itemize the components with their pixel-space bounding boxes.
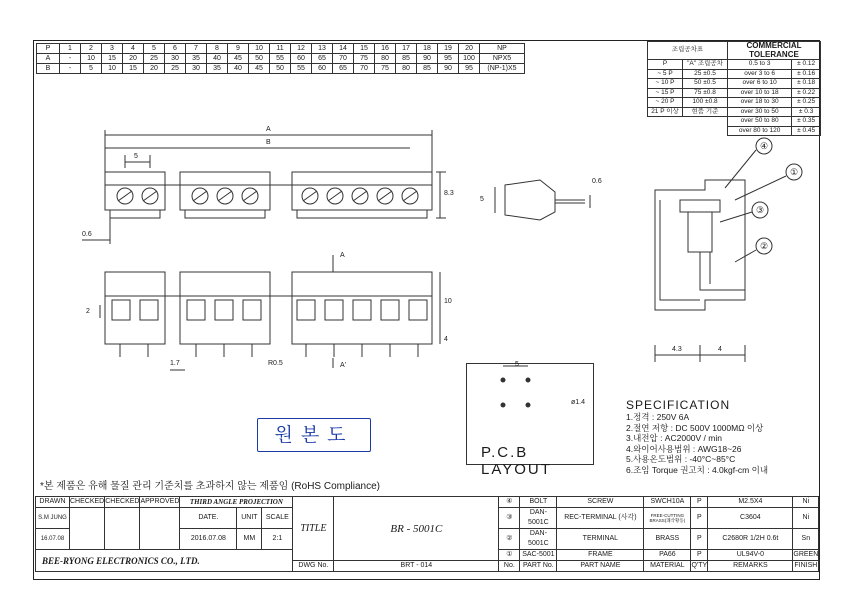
- table-row: ~ 10 P 50 ±0.5 over 6 to 10 ± 0.18: [648, 79, 821, 89]
- callout-3: ③: [756, 205, 765, 215]
- table-row: BEE-RYONG ELECTRONICS CO., LTD. ① SAC-5001 FRAME PA66 P UL94V-0 GREEN: [36, 550, 819, 561]
- table-row: DWG No. BRT - 014 No. PART No. PART NAME MATERIAL Q'TY REMARKS FINISH: [36, 561, 819, 572]
- pcb-dim-five: 5: [515, 361, 519, 368]
- title-block: [35, 496, 819, 572]
- specification: [626, 398, 768, 475]
- spec-line: 1.정격 : 250V 6A: [626, 412, 690, 422]
- dim-ten: 10: [444, 298, 452, 305]
- front-view-top: [82, 130, 446, 244]
- table-row: over 80 to 120 ± 0.45: [648, 126, 821, 136]
- dim-r05: R0.5: [268, 360, 283, 367]
- table-row: DRAWN CHECKED CHECKED APPROVED THIRD ANGLE PROJECTION TITLE BR - 5001C ④ BOLT SCREW SWCH10A P M2.5X4 Ni: [36, 497, 819, 508]
- callout-2: ②: [760, 241, 769, 251]
- table-row: P 1 2 3 4 5 6 7 8 9 10 11 12 13 14 15 16 17 18 19 20 NP: [37, 44, 525, 54]
- table-row: 21 P 이상 현품 기준 over 30 to 50 ± 0.3: [648, 107, 821, 117]
- dim-four-three: 4.3: [672, 346, 682, 353]
- dim-eight-three: 8.3: [444, 190, 454, 197]
- table-row: over 50 to 80 ± 0.35: [648, 117, 821, 127]
- table-row: ~ 20 P 100 ±0.8 over 18 to 30 ± 0.25: [648, 98, 821, 108]
- dim-five: 5: [134, 153, 138, 160]
- dim-zero-six: 0.6: [82, 231, 92, 238]
- spec-line: 4.와이어사용범위 : AWG18~26: [626, 443, 742, 454]
- spec-line: 2.절연 저항 : DC 500V 1000MΩ 이상: [626, 422, 764, 433]
- table-row: S.M JUNG DATE. UNIT SCALE ③ DAN-5001C REC-TERMINAL (사각) FREE-CUTTING BRASS(쾌삭황동) P C3604 Ni: [36, 508, 819, 529]
- table-row: ~ 15 P 75 ±0.8 over 10 to 18 ± 0.22: [648, 88, 821, 98]
- table-row: P "A" 조립공차 0.5 to 3 ± 0.12: [648, 60, 821, 70]
- spec-line: 6.조임 Torque 권고치 : 4.0kgf-cm 이내: [626, 464, 769, 475]
- dim-four: 4: [444, 336, 448, 343]
- front-view-bottom: [100, 255, 440, 370]
- pcb-layout-label: P.C.B LAYOUT: [481, 444, 552, 478]
- dim-zero-six-v: 0.6: [592, 178, 602, 185]
- table-row: 조립공차표 COMMERCIAL TOLERANCE: [648, 42, 821, 60]
- callout-1: ①: [790, 167, 799, 177]
- callout-4: ④: [760, 141, 769, 151]
- table-row: ~ 5 P 25 ±0.5 over 3 to 6 ± 0.16: [648, 69, 821, 79]
- table-row: 16.07.08 2016.07.08 MM 2:1 ② DAN-5001C TERMINAL BRASS P C2680R 1/2H 0.6t Sn: [36, 529, 819, 550]
- section-view: [655, 138, 802, 362]
- dim-two: 2: [86, 308, 90, 315]
- original-stamp: 원본도: [257, 418, 371, 452]
- section-mark-a-prime: A': [340, 362, 347, 369]
- spec-title: SPECIFICATION: [626, 398, 731, 412]
- dim-four-b: 4: [718, 346, 722, 353]
- dim-b: B: [266, 139, 271, 146]
- table-row: A - 10 15 20 25 30 35 40 45 50 55 60 65 70 75 80 85 90 95 100 NPX5: [37, 54, 525, 64]
- pcb-layout: [466, 361, 594, 478]
- rohs-note: *본 제품은 유해 물질 관리 기준치를 초과하지 않는 제품임 (RoHS Compliance): [40, 481, 380, 492]
- spec-line: 3.내전압 : AC2000V / min: [626, 433, 722, 443]
- dim-one-seven: 1.7: [170, 360, 180, 367]
- dim-five-side: 5: [480, 196, 484, 203]
- pcb-dim-dia: ø1.4: [571, 399, 586, 406]
- section-mark-a: A: [340, 252, 345, 259]
- table-row: B - 5 10 15 20 25 30 35 40 45 50 55 60 65 70 75 80 85 90 95 (NP-1)X5: [37, 64, 525, 74]
- spec-line: 5.사용온도범위 : -40°C~85°C: [626, 454, 736, 464]
- dim-a: A: [266, 126, 271, 133]
- side-view: [495, 180, 590, 220]
